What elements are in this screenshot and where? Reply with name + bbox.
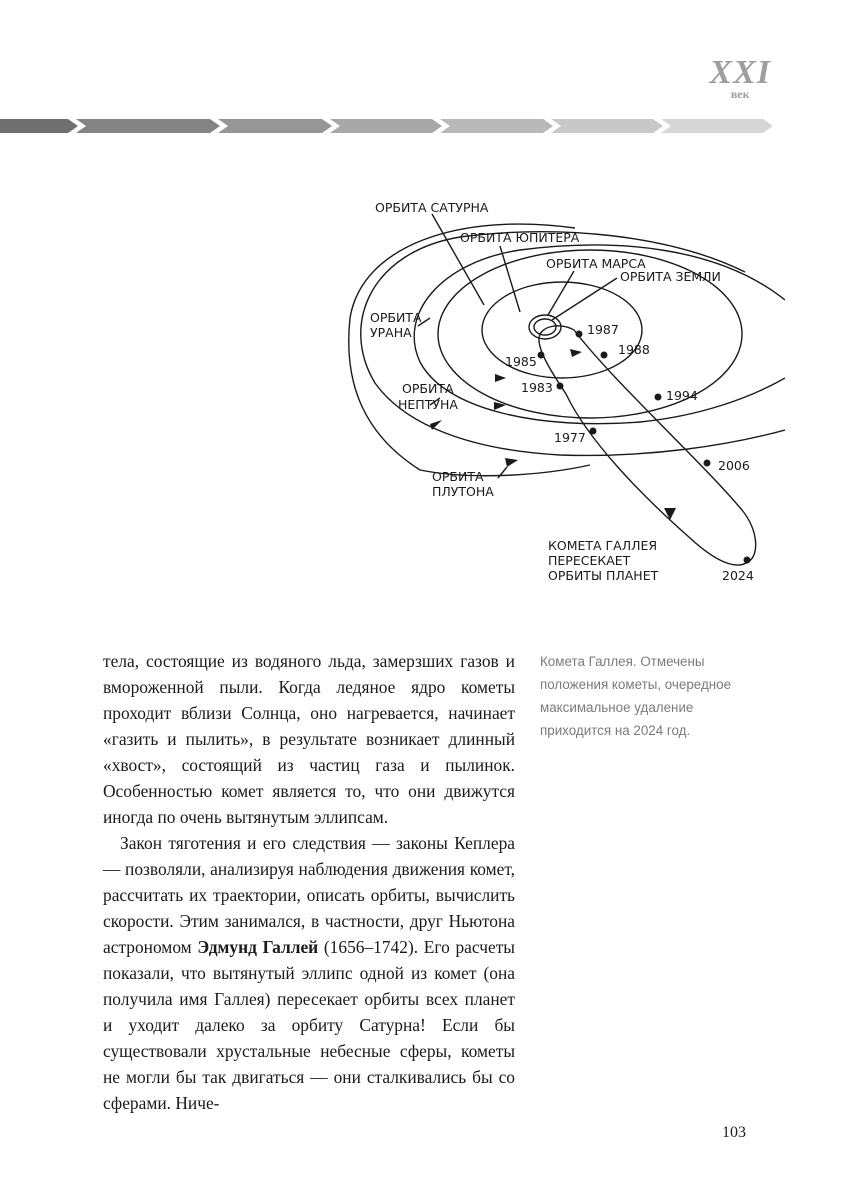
leader-jupiter — [500, 246, 520, 312]
year-1985: 1985 — [505, 354, 537, 369]
comet-position-1987 — [576, 331, 583, 338]
halley-comet-diagram — [340, 180, 785, 595]
ribbon-segment-7 — [661, 119, 773, 133]
comet-halley-orbit — [539, 326, 756, 565]
comet-position-1977 — [590, 428, 597, 435]
comet-position-1994 — [655, 394, 662, 401]
year-1988: 1988 — [618, 342, 650, 357]
year-1983: 1983 — [521, 380, 553, 395]
arrow-comet-outbound — [664, 508, 676, 520]
leader-pluto — [498, 467, 507, 478]
year-2024: 2024 — [722, 568, 754, 583]
ribbon-segment-2 — [76, 119, 220, 133]
label-orbit-saturn: ОРБИТА САТУРНА — [375, 200, 489, 215]
label-comet-2: ПЕРЕСЕКАЕТ — [548, 553, 631, 568]
year-1994: 1994 — [666, 388, 698, 403]
header-ribbon — [0, 119, 775, 133]
year-1987: 1987 — [587, 322, 619, 337]
comet-position-2006 — [704, 460, 711, 467]
orbit-earth — [534, 319, 556, 335]
ribbon-segment-6 — [551, 119, 663, 133]
comet-position-1983 — [557, 383, 564, 390]
body-paragraph-2 — [103, 830, 515, 1116]
label-orbit-neptune-2: НЕПТУНА — [398, 397, 458, 412]
ribbon-segment-4 — [330, 119, 442, 133]
label-comet-1: КОМЕТА ГАЛЛЕЯ — [548, 538, 658, 553]
century-numeral: XXI — [709, 54, 771, 91]
page-number: 103 — [722, 1124, 746, 1141]
comet-position-1985 — [538, 352, 545, 359]
label-orbit-pluto-1: ОРБИТА — [432, 469, 484, 484]
ribbon-segment-5 — [440, 119, 553, 133]
year-1977: 1977 — [554, 430, 586, 445]
label-orbit-neptune-1: ОРБИТА — [402, 381, 454, 396]
ribbon-segment-3 — [218, 119, 332, 133]
label-orbit-uranus-1: ОРБИТА — [370, 310, 422, 325]
figure-caption: Комета Галлея. Отмечены положения кометы, очередное максимальное удаление приходится на 2024 год. — [540, 654, 732, 738]
century-marker — [709, 56, 771, 100]
body-paragraph-2-start: Закон тяготения и его следствия — законы Кеплера — позволяли, анализируя наблюдения движения комет, рассчитать их траектории, описать орбиты, вычислить скорости. Этим занимался, в частности, друг Ньютона астрономом — [103, 833, 515, 957]
label-orbit-pluto-2: ПЛУТОНА — [432, 484, 494, 499]
label-orbit-mars: ОРБИТА МАРСА — [546, 256, 646, 271]
halley-name: Эдмунд Галлей — [197, 937, 319, 957]
label-orbit-jupiter: ОРБИТА ЮПИТЕРА — [460, 230, 580, 245]
arrow-comet-inner — [570, 349, 582, 357]
label-comet-3: ОРБИТЫ ПЛАНЕТ — [548, 568, 659, 583]
body-paragraph-2-end: (1656–1742). Его расчеты показали, что вытянутый эллипс одной из комет (она получила имя Галлея) пересекает орбиты всех планет и уходит далеко за орбиту Сатурна! Если бы существовали хрустальные небесные сферы, кометы не могли бы так двигаться — они сталкивались бы со сферами. Ниче- — [103, 937, 515, 1113]
comet-position-1988 — [601, 352, 608, 359]
comet-position-2024 — [744, 557, 751, 564]
body-text — [103, 648, 515, 1116]
body-paragraph-1: тела, состоящие из водяного льда, замерзших газов и вмороженной пыли. Когда ледяное ядро кометы проходит вблизи Солнца, оно нагревается, начинает «газить и пылить», в результате возникает длинный «хвост», состоящий из частиц газа и пылинок. Особенностью комет является то, что они движутся иногда по очень вытянутым эллипсам. — [103, 651, 515, 827]
arrow-pluto — [505, 458, 518, 467]
label-orbit-earth: ОРБИТА ЗЕМЛИ — [620, 269, 721, 284]
century-word: век — [730, 87, 750, 101]
arrow-jupiter — [495, 374, 506, 382]
ribbon-segment-1 — [0, 119, 78, 133]
label-orbit-uranus-2: УРАНА — [370, 325, 412, 340]
year-2006: 2006 — [718, 458, 750, 473]
